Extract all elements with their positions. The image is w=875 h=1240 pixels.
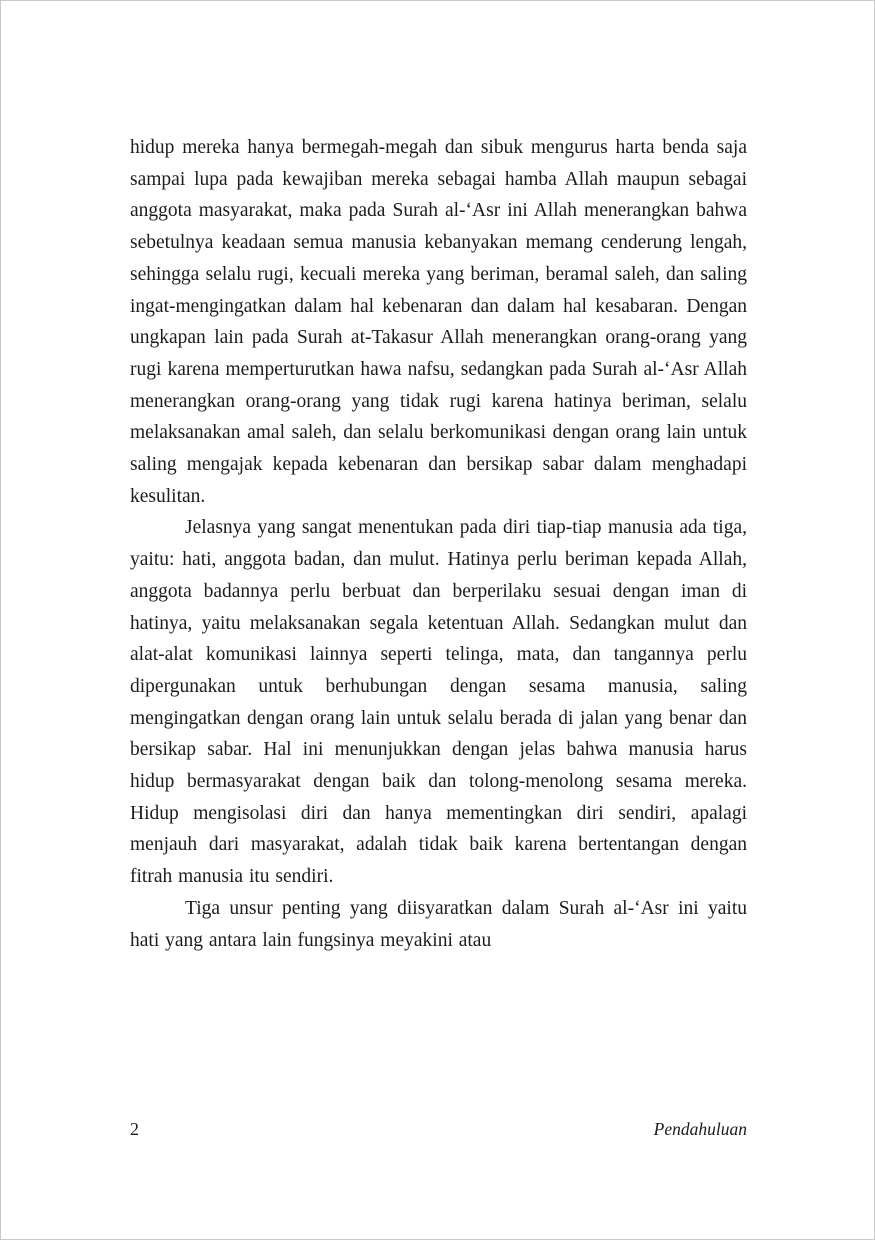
paragraph-3: Tiga unsur penting yang diisyaratkan dalam Surah al-‘Asr ini yaitu hati yang antara lain fungsinya meyakini atau bbox=[130, 897, 747, 951]
page-footer bbox=[130, 1119, 747, 1140]
page-number: 2 bbox=[130, 1119, 139, 1139]
body-text bbox=[130, 132, 747, 956]
paragraph-2: Jelasnya yang sangat menentukan pada diri tiap-tiap manusia ada tiga, yaitu: hati, anggota badan, dan mulut. Hatinya perlu beriman kepada Allah, anggota badannya perlu berbuat dan berperilaku sesuai dengan iman di hatinya, yaitu melaksanakan segala ketentuan Allah. Sedangkan mulut dan alat-alat komunikasi lainnya seperti telinga, mata, dan tangannya perlu dipergunakan untuk berhubungan dengan sesama manusia, saling mengingatkan dengan orang lain untuk selalu berada di jalan yang benar dan bersikap sabar. Hal ini menunjukkan dengan jelas bahwa manusia harus hidup bermasyarakat dengan baik dan tolong-menolong sesama mereka. Hidup mengisolasi diri dan hanya mementingkan diri sendiri, apalagi menjauh dari masyarakat, adalah tidak baik karena bertentangan dengan fitrah manusia itu sendiri. bbox=[130, 517, 747, 888]
paragraph-1: hidup mereka hanya bermegah-megah dan sibuk mengurus harta benda saja sampai lupa pada kewajiban mereka sebagai hamba Allah maupun sebagai anggota masyarakat, maka pada Surah al-‘Asr ini Allah menerangkan bahwa sebetulnya keadaan semua manusia kebanyakan memang cenderung lengah, sehingga selalu rugi, kecuali mereka yang beriman, beramal saleh, dan saling ingat-mengingatkan dalam hal kebenaran dan dalam hal kesabaran. Dengan ungkapan lain pada Surah at-Takasur Allah menerangkan orang-orang yang rugi karena memperturutkan hawa nafsu, sedangkan pada Surah al-‘Asr Allah menerangkan orang-orang yang tidak rugi karena hatinya beriman, selalu melaksanakan amal saleh, dan selalu berkomunikasi dengan orang lain untuk saling mengajak kepada kebenaran dan bersikap sabar dalam menghadapi kesulitan. bbox=[130, 137, 747, 507]
running-title: Pendahuluan bbox=[653, 1119, 747, 1139]
